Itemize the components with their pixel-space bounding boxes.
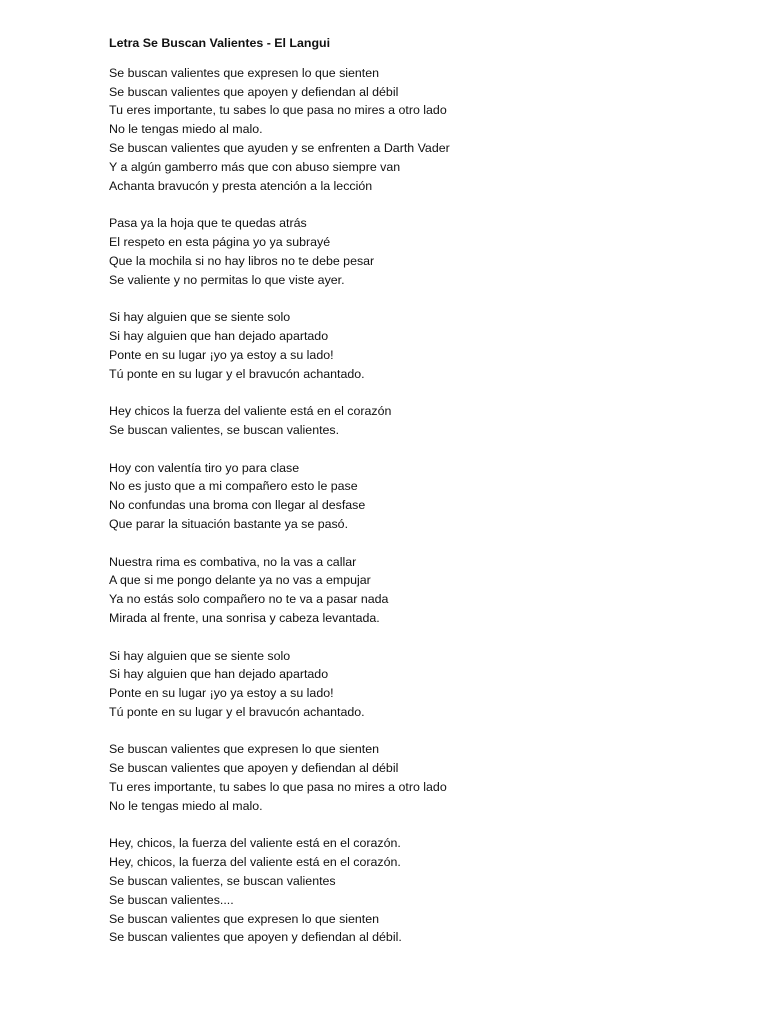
lyric-line: No es justo que a mi compañero esto le pase <box>109 479 358 494</box>
lyric-line: Y a algún gamberro más que con abuso siempre van <box>109 159 401 174</box>
lyric-line: Se valiente y no permitas lo que viste ayer. <box>109 272 345 287</box>
lyric-line: Se buscan valientes que apoyen y defiendan al débil <box>109 84 399 99</box>
lyric-line: Si hay alguien que han dejado apartado <box>109 667 329 682</box>
lyric-line: Que la mochila si no hay libros no te debe pesar <box>109 253 375 268</box>
lyric-line: Tu eres importante, tu sabes lo que pasa no mires a otro lado <box>109 103 447 118</box>
lyric-line: Se buscan valientes que expresen lo que sienten <box>109 911 380 926</box>
stanza-5 <box>109 459 729 534</box>
lyric-line: Se buscan valientes.... <box>109 892 234 907</box>
lyric-line: Ponte en su lugar ¡yo ya estoy a su lado! <box>109 686 334 701</box>
lyric-line: Tú ponte en su lugar y el bravucón achantado. <box>109 704 365 719</box>
lyric-line: A que si me pongo delante ya no vas a empujar <box>109 573 371 588</box>
stanza-8 <box>109 740 729 815</box>
lyric-line: Hey chicos la fuerza del valiente está en el corazón <box>109 404 392 419</box>
lyric-line: Nuestra rima es combativa, no la vas a callar <box>109 554 357 569</box>
lyric-line: Si hay alguien que se siente solo <box>109 648 291 663</box>
lyric-line: Si hay alguien que se siente solo <box>109 310 291 325</box>
stanza-7 <box>109 647 729 722</box>
lyric-line: Se buscan valientes que expresen lo que sienten <box>109 742 380 757</box>
lyric-line: Se buscan valientes, se buscan valientes <box>109 874 336 889</box>
stanza-2 <box>109 214 729 289</box>
lyric-line: Hey, chicos, la fuerza del valiente está en el corazón. <box>109 836 401 851</box>
lyric-line: Mirada al frente, una sonrisa y cabeza levantada. <box>109 610 380 625</box>
lyric-line: No confundas una broma con llegar al desfase <box>109 498 366 513</box>
stanza-1 <box>109 64 729 196</box>
lyric-line: Hoy con valentía tiro yo para clase <box>109 460 300 475</box>
lyric-line: Ya no estás solo compañero no te va a pasar nada <box>109 592 389 607</box>
lyric-line: No le tengas miedo al malo. <box>109 122 263 137</box>
stanza-6 <box>109 553 729 628</box>
lyric-line: Hey, chicos, la fuerza del valiente está en el corazón. <box>109 855 401 870</box>
lyric-line: Que parar la situación bastante ya se pasó. <box>109 516 349 531</box>
lyric-line: El respeto en esta página yo ya subrayé <box>109 234 331 249</box>
lyric-line: Se buscan valientes que apoyen y defiendan al débil <box>109 761 399 776</box>
lyric-line: Tú ponte en su lugar y el bravucón achantado. <box>109 366 365 381</box>
document-title: Letra Se Buscan Valientes - El Langui <box>109 36 331 50</box>
stanza-9 <box>109 834 729 947</box>
lyric-line: Pasa ya la hoja que te quedas atrás <box>109 216 307 231</box>
lyric-line: Se buscan valientes que ayuden y se enfrenten a Darth Vader <box>109 140 450 155</box>
lyric-line: Tu eres importante, tu sabes lo que pasa no mires a otro lado <box>109 780 447 795</box>
lyric-line: Se buscan valientes que expresen lo que sienten <box>109 65 380 80</box>
stanza-4 <box>109 402 729 440</box>
lyric-line: Si hay alguien que han dejado apartado <box>109 328 329 343</box>
stanza-3 <box>109 308 729 383</box>
lyric-line: Achanta bravucón y presta atención a la lección <box>109 178 373 193</box>
lyric-line: No le tengas miedo al malo. <box>109 798 263 813</box>
lyric-line: Se buscan valientes que apoyen y defiendan al débil. <box>109 930 402 945</box>
lyric-line: Ponte en su lugar ¡yo ya estoy a su lado! <box>109 347 334 362</box>
document-page <box>109 34 729 947</box>
lyric-line: Se buscan valientes, se buscan valientes. <box>109 422 340 437</box>
